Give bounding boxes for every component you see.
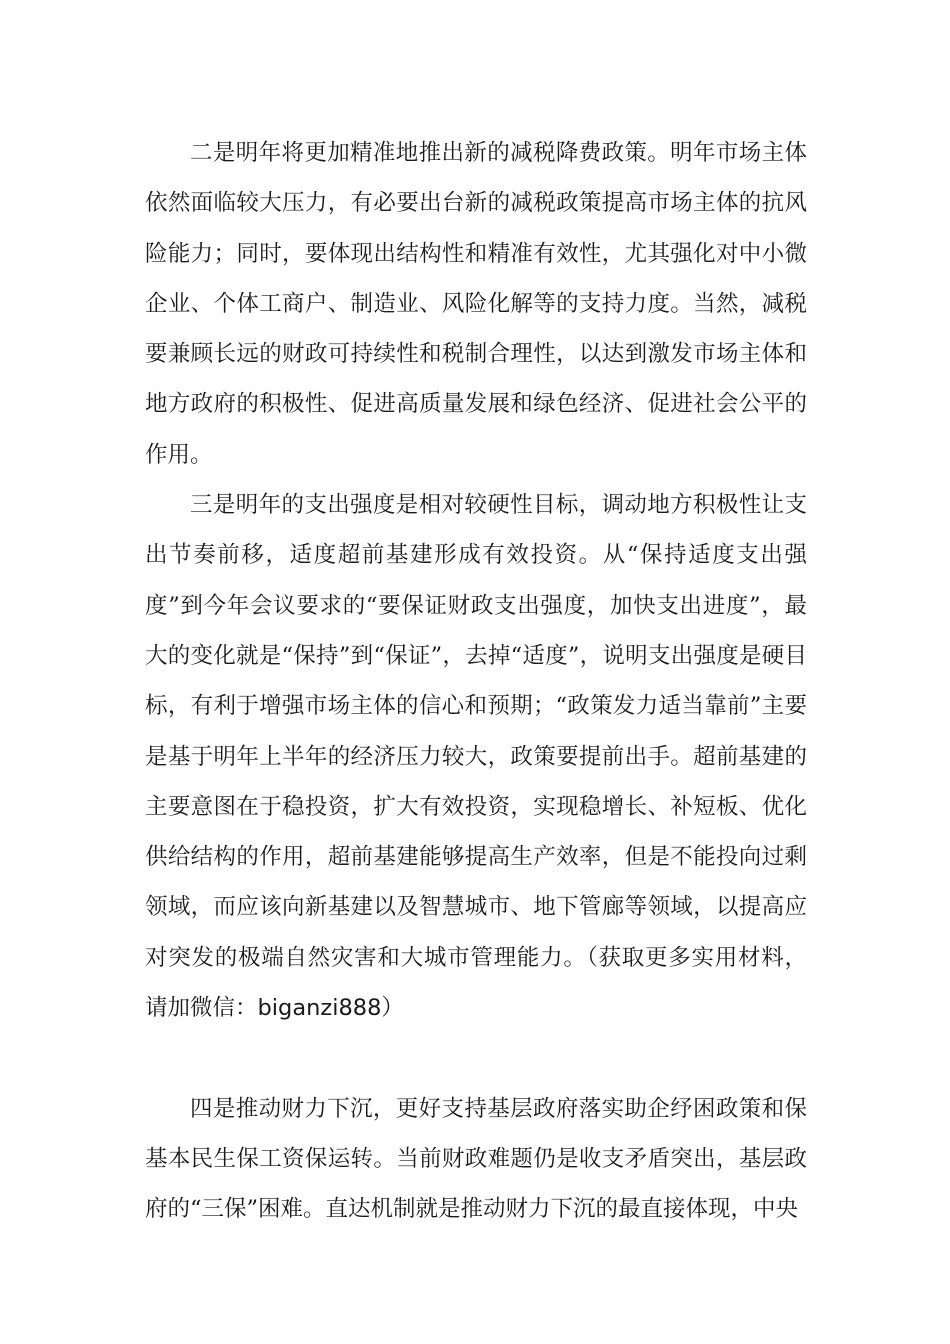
wechat-id: biganzi888 xyxy=(257,995,382,1022)
paragraph-tax-reduction: 二是明年将更加精准地推出新的减税降费政策。明年市场主体依然面临较大压力，有必要出台新的减税政策提高市场主体的抗风险能力；同时，要体现出结构性和精准有效性，尤其强化对中小微企业、个体工商户、制造业、风险化解等的支持力度。当然，减税要兼顾长远的财政可持续性和税制合理性，以达到激发市场主体和地方政府的积极性、促进高质量发展和绿色经济、促进社会公平的作用。 xyxy=(145,140,807,468)
document-body xyxy=(145,128,807,1235)
paragraph-spending-intensity xyxy=(145,480,807,1033)
paragraph-fiscal-sinking: 四是推动财力下沉，更好支持基层政府落实助企纾困政策和保基本民生保工资保运转。当前财政难题仍是收支矛盾突出，基层政府的“三保”困难。直达机制就是推动财力下沉的最直接体现，中央 xyxy=(145,1095,807,1223)
closing-parenthesis: ） xyxy=(381,995,404,1022)
paragraph-spending-intensity-text: 三是明年的支出强度是相对较硬性目标，调动地方积极性让支出节奏前移，适度超前基建形成有效投资。从“保持适度支出强度”到今年会议要求的“要保证财政支出强度，加快支出进度”，最大的变化就是“保持”到“保证”，去掉“适度”，说明支出强度是硬目标，有利于增强市场主体的信心和预期；“政策发力适当靠前”主要是基于明年上半年的经济压力较大，政策要提前出手。超前基建的主要意图在于稳投资，扩大有效投资，实现稳增长、补短板、优化供给结构的作用，超前基建能够提高生产效率，但是不能投向过剩领域，而应该向新基建以及智慧城市、地下管廊等领域，以提高应对突发的极端自然灾害和大城市管理能力。（获取更多实用材料，请加微信： xyxy=(145,492,807,1022)
